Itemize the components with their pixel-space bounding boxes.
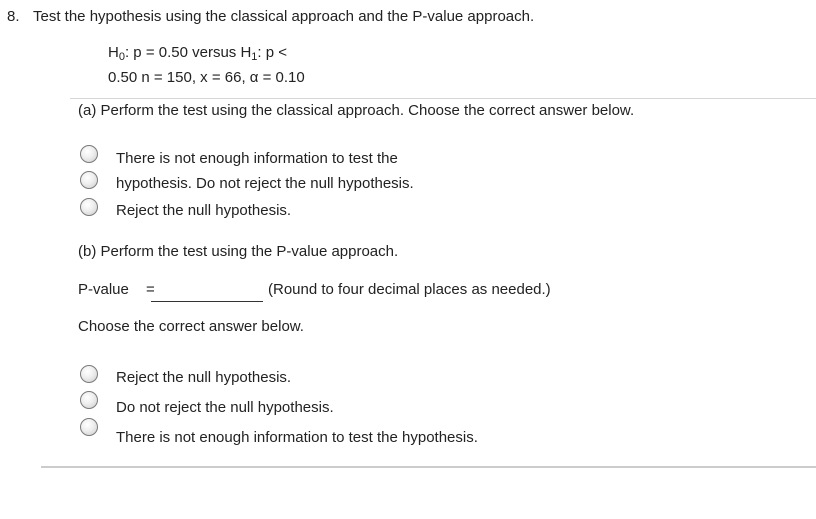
h1-subscript: 1 xyxy=(251,51,258,63)
part-a-radio-1[interactable] xyxy=(80,145,98,163)
h0-symbol: H xyxy=(108,44,119,61)
section-divider xyxy=(70,98,816,99)
choose-prompt: Choose the correct answer below. xyxy=(78,318,304,335)
pvalue-input[interactable] xyxy=(151,283,263,302)
hypothesis-line-2: 0.50 n = 150, x = 66, α = 0.10 xyxy=(108,69,305,86)
round-note: (Round to four decimal places as needed.) xyxy=(268,281,551,298)
part-a-radio-3[interactable] xyxy=(80,198,98,216)
part-b-prompt: (b) Perform the test using the P-value approach. xyxy=(78,243,399,260)
question-prompt: Test the hypothesis using the classical approach and the P-value approach. xyxy=(33,8,535,25)
part-a-option-text-2: hypothesis. Do not reject the null hypothesis. xyxy=(116,175,414,192)
h0-subscript: 0 xyxy=(118,51,125,63)
part-b-radio-2[interactable] xyxy=(80,391,98,409)
part-b-option-text-2: Do not reject the null hypothesis. xyxy=(116,399,334,416)
h1-statement: : p < xyxy=(257,44,288,61)
part-a-option-text-1: There is not enough information to test the xyxy=(116,150,398,167)
part-a-option-text-3: Reject the null hypothesis. xyxy=(116,202,292,219)
part-a-radio-2[interactable] xyxy=(80,171,98,189)
bottom-divider xyxy=(41,466,816,468)
part-b-radio-1[interactable] xyxy=(80,365,98,383)
part-b-option-text-3: There is not enough information to test the hypothesis. xyxy=(116,429,478,446)
pvalue-label: P-value xyxy=(78,281,129,298)
part-b-option-text-1: Reject the null hypothesis. xyxy=(116,369,292,386)
hypothesis-line-1 xyxy=(108,44,287,61)
h0-statement: : p = 0.50 versus H xyxy=(124,44,252,61)
question-number: 8. xyxy=(7,8,20,25)
part-a-prompt: (a) Perform the test using the classical approach. Choose the correct answer below. xyxy=(78,102,635,119)
pvalue-equals: = xyxy=(146,281,155,298)
part-b-radio-3[interactable] xyxy=(80,418,98,436)
